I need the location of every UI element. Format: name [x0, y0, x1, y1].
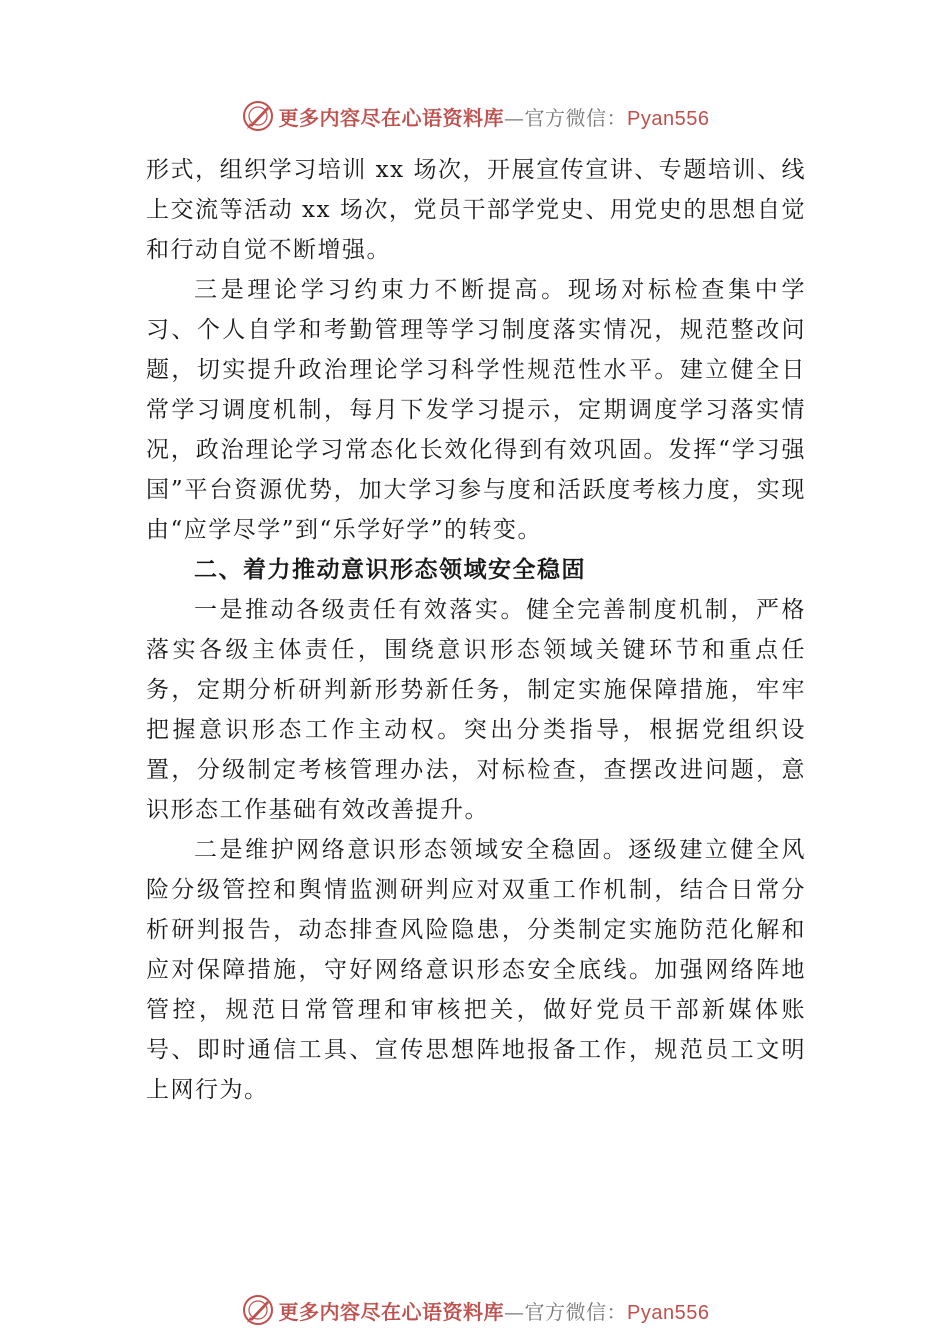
watermark-brand: 更多内容尽在心语资料库	[278, 1299, 505, 1324]
paragraph-network-security: 二是维护网络意识形态领域安全稳固。逐级建立健全风险分级管控和舆情监测研判应对双重工作机制，结合日常分析研判报告，动态排查风险隐患，分类制定实施防范化解和应对保障措施，守好网络意识形态安全底线。加强网络阵地管控，规范日常管理和审核把关，做好党员干部新媒体账号、即时通信工具、宣传思想阵地报备工作，规范员工文明上网行为。	[146, 837, 806, 1103]
watermark-brand: 更多内容尽在心语资料库	[278, 105, 505, 130]
header-watermark	[0, 96, 950, 136]
watermark-separator: —官方微信：	[504, 105, 628, 130]
paragraph-theory-study: 三是理论学习约束力不断提高。现场对标检查集中学习、个人自学和考勤管理等学习制度落实情况，规范整改问题，切实提升政治理论学习科学性规范性水平。建立健全日常学习调度机制，每月下发学习提示，定期调度学习落实情况，政治理论学习常态化长效化得到有效巩固。发挥“学习强国”平台资源优势，加大学习参与度和活跃度考核力度，实现由“应学尽学”到“乐学好学”的转变。	[146, 277, 806, 543]
paragraph-continued: 形式，组织学习培训 xx 场次，开展宣传宣讲、专题培训、线上交流等活动 xx 场次，党员干部学党史、用党史的思想自觉和行动自觉不断增强。	[146, 157, 806, 263]
watermark-separator: —官方微信：	[504, 1299, 628, 1324]
watermark-wechat-id: Pyan556	[627, 107, 710, 130]
document-body	[146, 150, 806, 1110]
paragraph-responsibility: 一是推动各级责任有效落实。健全完善制度机制，严格落实各级主体责任，围绕意识形态领域关键环节和重点任务，定期分析研判新形势新任务，制定实施保障措施，牢牢把握意识形态工作主动权。突出分类指导，根据党组织设置，分级制定考核管理办法，对标检查，查摆改进问题，意识形态工作基础有效改善提升。	[146, 597, 806, 823]
brand-logo-icon	[241, 99, 275, 133]
footer-watermark	[0, 1290, 950, 1330]
watermark-wechat-id: Pyan556	[627, 1301, 710, 1324]
section-heading: 二、着力推动意识形态领域安全稳固	[194, 556, 586, 583]
brand-logo-icon	[241, 1293, 275, 1327]
